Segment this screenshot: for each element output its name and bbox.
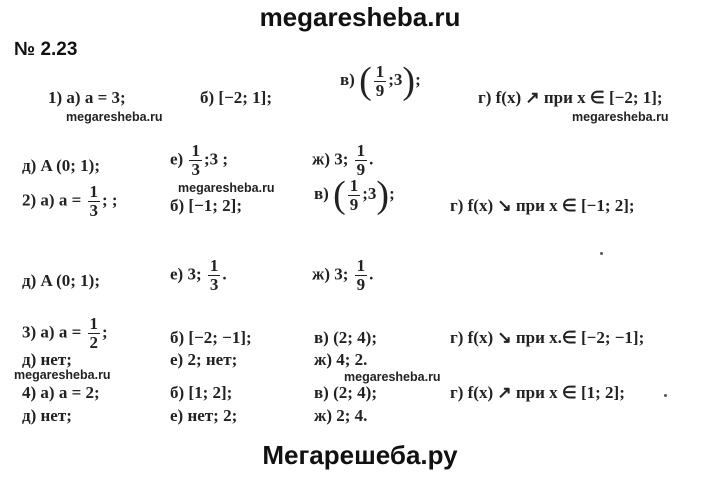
answer-1a: [48, 88, 126, 108]
after-fraction: ; ;: [102, 190, 118, 210]
label: 3) а): [22, 322, 55, 342]
watermark: megaresheba.ru: [66, 110, 163, 124]
numerator: 1: [356, 141, 366, 160]
after-fraction: .: [369, 149, 374, 169]
answer-text: 2; нет;: [187, 350, 238, 369]
fraction: [88, 315, 101, 352]
fraction: [355, 142, 368, 179]
label: б): [200, 88, 215, 107]
answer-2g: [450, 196, 635, 216]
fraction: [208, 257, 221, 294]
open-paren-glyph: (: [359, 60, 372, 102]
pre-text: 3;: [334, 149, 349, 169]
after-fraction: ;: [102, 322, 108, 342]
pre-text: a =: [58, 322, 82, 342]
label: д): [22, 156, 37, 175]
label: в): [340, 69, 355, 89]
label: ж): [312, 149, 330, 169]
label: 2) а): [22, 190, 55, 210]
label: 1) а): [48, 88, 81, 107]
answer-1d: [22, 156, 100, 176]
answer-1e: [170, 142, 228, 179]
answer-3e: [170, 350, 237, 370]
denominator: 9: [349, 194, 359, 214]
answer-2a: [22, 183, 118, 220]
numerator: 1: [356, 256, 366, 275]
answer-1v: [340, 62, 421, 100]
denominator: 3: [89, 200, 99, 220]
after-fraction: .: [369, 264, 374, 284]
close-paren-glyph: ): [376, 174, 390, 216]
numerator: 1: [191, 141, 200, 160]
fraction: [348, 177, 361, 214]
answer-text: 2; 4.: [336, 406, 368, 425]
end-text: ;: [415, 69, 421, 89]
answer-text: нет;: [40, 350, 72, 369]
label: в): [314, 183, 329, 203]
answer-2b: [170, 196, 242, 216]
pre-text: 3;: [334, 264, 349, 284]
answer-3v: [314, 328, 377, 348]
label: г): [450, 383, 464, 402]
answer-text: A (0; 1);: [40, 156, 100, 175]
answer-3g: [450, 328, 644, 348]
answer-1b: [200, 88, 272, 108]
denominator: 9: [375, 80, 385, 100]
scan-speck: [600, 252, 603, 255]
answer-2d: [22, 271, 100, 291]
answer-4zh: [314, 406, 367, 426]
watermark: megaresheba.ru: [344, 370, 441, 384]
answer-2zh: [312, 257, 373, 294]
answer-text: [1; 2];: [188, 383, 233, 402]
answer-2v: [314, 176, 395, 214]
answer-text: [−2; 1];: [218, 88, 273, 107]
answer-4a: [22, 383, 100, 403]
problem-number: № 2.23: [14, 39, 78, 60]
label: е): [170, 406, 184, 425]
after-fraction: .: [222, 264, 227, 284]
answer-3a: [22, 315, 108, 352]
answer-4d: [22, 406, 72, 426]
answer-3b: [170, 328, 252, 348]
answer-text: a = 2;: [58, 383, 100, 402]
answer-4b: [170, 383, 232, 403]
answer-text: 4; 2.: [336, 350, 368, 369]
label: г): [450, 196, 464, 215]
label: е): [170, 350, 184, 369]
watermark: megaresheba.ru: [178, 181, 275, 195]
label: б): [170, 196, 185, 215]
answer-text: нет; 2;: [187, 406, 238, 425]
end-text: ;: [389, 183, 395, 203]
fraction: [88, 183, 101, 220]
answer-text: (2; 4);: [333, 383, 377, 402]
numerator: 1: [349, 175, 359, 195]
label: д): [22, 350, 37, 369]
fraction: [355, 257, 368, 294]
site-footer: Мегарешеба.ру: [262, 440, 458, 470]
answer-text: A (0; 1);: [40, 271, 100, 290]
numerator: 1: [209, 256, 219, 275]
fraction: [374, 63, 387, 100]
answer-text: f(x) ↘ при x ∈ [−1; 2];: [467, 196, 635, 215]
label: е): [170, 264, 184, 284]
pre-text: 3;: [187, 264, 202, 284]
answer-text: a = 3;: [84, 88, 126, 107]
after-fraction: ;3: [362, 183, 377, 203]
answer-text: f(x) ↘ при x.∈ [−2; −1];: [467, 328, 645, 347]
label: г): [450, 328, 464, 347]
label: б): [170, 383, 185, 402]
site-header: megaresheba.ru: [259, 2, 461, 32]
label: в): [314, 383, 329, 402]
answer-3d: [22, 350, 72, 370]
fraction: [189, 142, 202, 179]
answer-text: [−1; 2];: [188, 196, 243, 215]
answer-2e: [170, 257, 227, 294]
after-fraction: ;3 ;: [203, 149, 229, 169]
denominator: 3: [209, 274, 219, 294]
label: б): [170, 328, 185, 347]
answer-text: [−2; −1];: [188, 328, 252, 347]
label: е): [170, 149, 184, 169]
answer-4g: [450, 383, 625, 403]
open-paren-glyph: (: [333, 174, 346, 216]
numerator: 1: [89, 314, 99, 333]
after-fraction: ;3: [388, 69, 403, 89]
label: в): [314, 328, 329, 347]
denominator: 9: [356, 159, 366, 179]
pre-text: a =: [58, 190, 82, 210]
numerator: 1: [375, 61, 385, 81]
answer-4v: [314, 383, 377, 403]
watermark: megaresheba.ru: [572, 110, 669, 124]
label: ж): [314, 406, 332, 425]
answer-text: нет;: [40, 406, 72, 425]
label: ж): [314, 350, 332, 369]
label: д): [22, 271, 37, 290]
scan-speck: [664, 394, 667, 397]
answer-text: f(x) ↗ при x ∈ [1; 2];: [467, 383, 625, 402]
numerator: 1: [89, 182, 99, 201]
label: д): [22, 406, 37, 425]
answer-4e: [170, 406, 237, 426]
label: ж): [312, 264, 330, 284]
answer-1g: [478, 88, 663, 108]
denominator: 2: [89, 332, 99, 352]
watermark: megaresheba.ru: [14, 368, 111, 382]
answer-3zh: [314, 350, 367, 370]
denominator: 9: [356, 274, 366, 294]
denominator: 3: [191, 159, 200, 179]
close-paren-glyph: ): [402, 60, 416, 102]
answer-text: f(x) ↗ при x ∈ [−2; 1];: [495, 88, 663, 107]
label: 4) а): [22, 383, 55, 402]
label: г): [478, 88, 492, 107]
answer-text: (2; 4);: [333, 328, 377, 347]
